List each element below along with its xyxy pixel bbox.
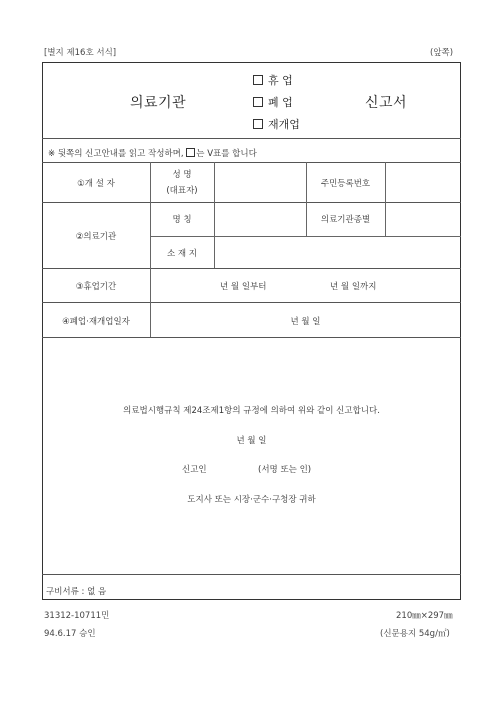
signature-note[interactable]: (서명 또는 인) xyxy=(258,465,312,475)
divider xyxy=(42,138,461,139)
attachments: 구비서류 : 없 음 xyxy=(46,587,107,597)
divider xyxy=(42,337,461,338)
column-divider xyxy=(214,162,215,268)
form-number: [별지 제16호 서식] xyxy=(44,48,117,58)
checkbox-icon xyxy=(186,148,195,157)
notice-text-before: 뒷쪽의 신고안내를 읽고 작성하며, xyxy=(57,149,187,159)
checkbox-icon[interactable] xyxy=(253,97,263,107)
declaration-date[interactable]: 년 월 일 xyxy=(236,436,267,446)
checkbox-icon[interactable] xyxy=(253,75,263,85)
institution-name-label: 명 칭 xyxy=(172,215,192,225)
divider xyxy=(42,302,461,303)
institution-type-field[interactable] xyxy=(387,205,459,234)
institution-label: ②의료기관 xyxy=(75,232,117,242)
notice-mark: ※ xyxy=(48,149,56,159)
closure-date-label: ④폐업·재개업일자 xyxy=(62,317,130,327)
option-reopen-label: 재개업 xyxy=(268,118,300,131)
paper-type: (신문용지 54g/㎡) xyxy=(380,629,450,639)
option-reopen[interactable] xyxy=(253,116,300,132)
suspension-period-to[interactable]: 년 월 일까지 xyxy=(330,282,377,292)
option-suspend[interactable] xyxy=(253,72,293,88)
opener-id-label: 주민등록번호 xyxy=(320,179,371,189)
form-code: 31312-10711민 xyxy=(44,611,110,621)
suspension-period-label: ③휴업기간 xyxy=(75,282,117,292)
divider xyxy=(150,236,461,237)
form-frame xyxy=(42,62,461,600)
option-close[interactable] xyxy=(253,94,293,110)
divider xyxy=(42,202,461,203)
opener-name-field[interactable] xyxy=(216,166,304,200)
option-close-label: 폐 업 xyxy=(268,96,293,109)
closure-date-field[interactable]: 년 월 일 xyxy=(290,317,321,327)
divider xyxy=(42,268,461,269)
column-divider xyxy=(385,162,386,236)
divider xyxy=(42,162,461,163)
suspension-period-from[interactable]: 년 월 일부터 xyxy=(220,282,267,292)
opener-name-label: 성 명 xyxy=(172,170,192,180)
institution-name-field[interactable] xyxy=(216,205,304,234)
applicant-label: 신고인 xyxy=(182,465,207,475)
institution-address-field[interactable] xyxy=(216,239,459,266)
opener-label: ①개 설 자 xyxy=(77,179,115,189)
paper-size: 210㎜×297㎜ xyxy=(396,611,453,621)
declaration-statement: 의료법시행규칙 제24조제1항의 규정에 의하여 위와 같이 신고합니다. xyxy=(123,406,380,416)
checkbox-icon[interactable] xyxy=(253,119,263,129)
addressee: 도지사 또는 시장·군수·구청장 귀하 xyxy=(187,495,316,505)
page-side-label: (앞쪽) xyxy=(430,48,454,58)
institution-type-label: 의료기관종별 xyxy=(320,215,371,225)
option-suspend-label: 휴 업 xyxy=(268,74,293,87)
approval-date: 94.6.17 승인 xyxy=(44,629,96,639)
title-right: 신고서 xyxy=(365,95,408,111)
opener-name-sublabel: (대표자) xyxy=(166,186,198,196)
title-left: 의료기관 xyxy=(130,95,187,111)
opener-id-field[interactable] xyxy=(387,166,459,200)
institution-address-label: 소 재 지 xyxy=(166,249,198,259)
divider xyxy=(42,574,461,575)
notice-text-after: 는 V표를 합니다 xyxy=(196,149,257,159)
notice-line xyxy=(48,147,257,159)
